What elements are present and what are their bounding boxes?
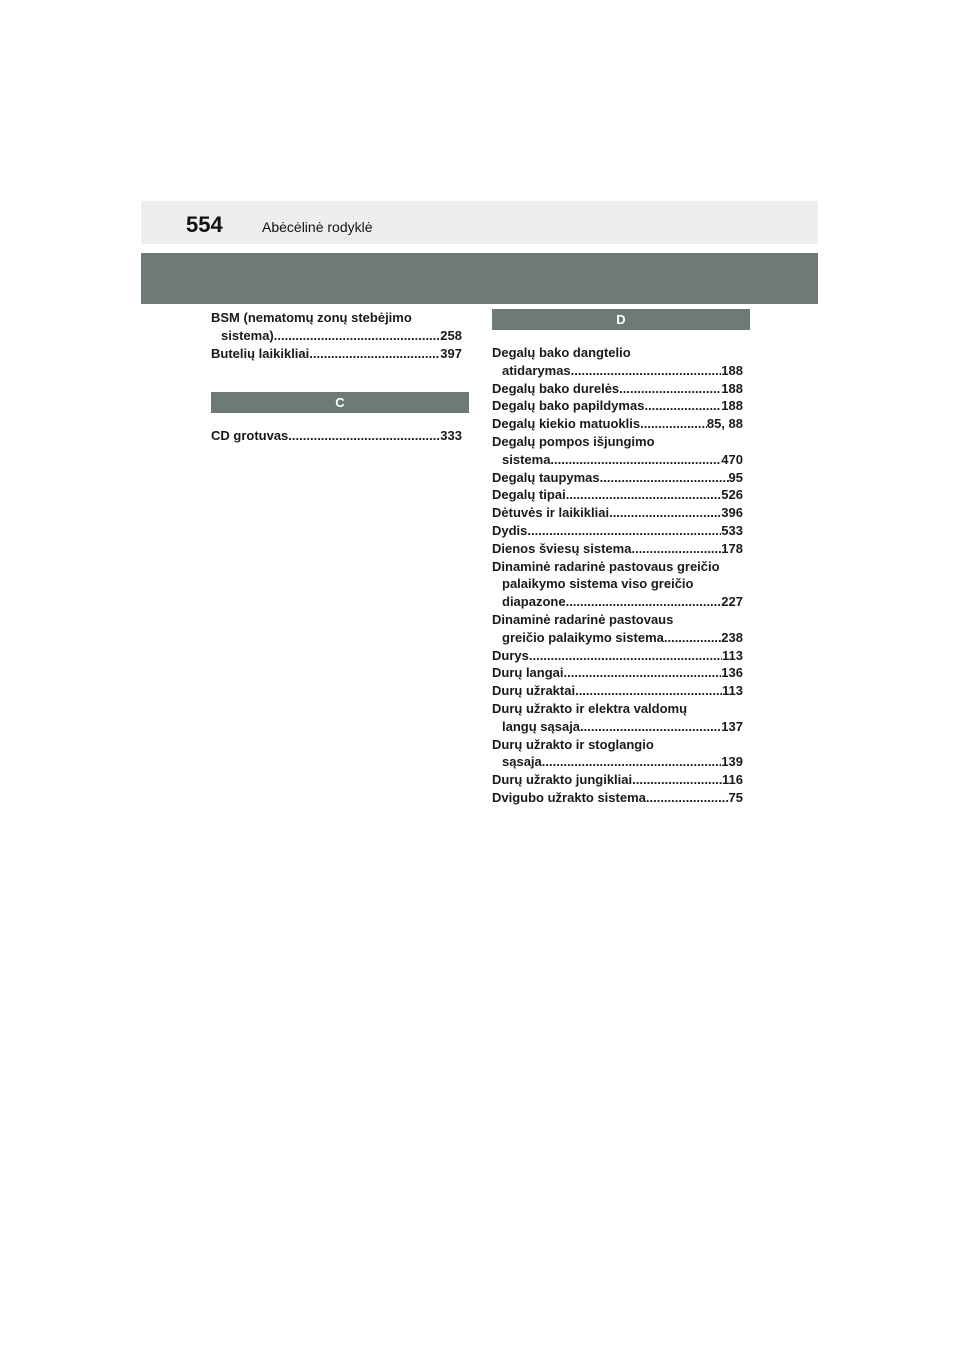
- index-entry-text: diapazone: [502, 594, 566, 610]
- index-entry-text: Degalų bako dangtelio: [492, 345, 631, 360]
- index-page-ref[interactable]: 470: [721, 451, 743, 467]
- index-entry[interactable]: [492, 664, 743, 682]
- index-entry-text: Dinaminė radarinė pastovaus: [492, 611, 674, 627]
- index-entry-text: Dvigubo užrakto sistema: [492, 789, 646, 805]
- dot-leader: [644, 397, 721, 415]
- index-group-c: [211, 427, 462, 445]
- index-entry[interactable]: [492, 558, 743, 611]
- dot-leader: [575, 682, 722, 700]
- index-page-ref[interactable]: 95: [728, 469, 743, 485]
- index-entry-text: Dėtuvės ir laikikliai: [492, 505, 610, 521]
- dot-leader: [566, 486, 722, 504]
- index-entry-text: atidarymas: [502, 362, 571, 378]
- dot-leader: [631, 540, 721, 558]
- dot-leader: [571, 362, 722, 380]
- index-entry-text: Durų užrakto ir stoglangio: [492, 736, 654, 752]
- dot-leader: [619, 380, 721, 398]
- index-entry[interactable]: [492, 415, 743, 433]
- index-entry-text: Degalų taupymas: [492, 469, 600, 485]
- dot-leader: [529, 647, 722, 665]
- index-entry-text: Durys: [492, 647, 529, 663]
- dot-leader: [632, 771, 722, 789]
- index-entry-text: Degalų tipai: [492, 487, 566, 503]
- dot-leader: [288, 427, 440, 445]
- index-page-ref[interactable]: 533: [721, 522, 743, 538]
- index-entry[interactable]: [492, 344, 743, 380]
- index-page-ref[interactable]: 188: [721, 398, 743, 414]
- index-column-right: [492, 309, 743, 807]
- index-entry[interactable]: [492, 611, 743, 647]
- index-entry-text: Durų užrakto jungikliai: [492, 772, 633, 788]
- index-page-ref[interactable]: 227: [721, 594, 743, 610]
- dot-leader: [640, 415, 707, 433]
- index-entry[interactable]: [492, 771, 743, 789]
- index-entry-text: Durų užrakto ir elektra valdomų: [492, 700, 688, 716]
- dot-leader: [550, 451, 721, 469]
- letter-heading-d: D: [492, 309, 750, 330]
- index-entry-text: Degalų pompos išjungimo: [492, 433, 655, 449]
- header-band: [141, 201, 818, 244]
- index-entry-text: sistema: [502, 451, 551, 467]
- index-page-ref[interactable]: 75: [728, 789, 743, 805]
- index-entry[interactable]: [492, 504, 743, 522]
- index-page-ref[interactable]: 396: [721, 505, 743, 521]
- page-number: 554: [186, 212, 223, 237]
- index-entry[interactable]: [492, 486, 743, 504]
- index-column-left: [211, 309, 462, 445]
- index-entry-text: palaikymo sistema viso greičio: [502, 576, 694, 592]
- index-entry[interactable]: [211, 345, 462, 363]
- index-entry-text: sąsaja: [502, 754, 542, 770]
- index-group-d: [492, 344, 743, 807]
- index-entry[interactable]: [492, 397, 743, 415]
- index-group-b: [211, 309, 462, 362]
- index-page-ref[interactable]: 526: [721, 487, 743, 503]
- index-entry[interactable]: [492, 736, 743, 772]
- index-page-ref[interactable]: 139: [721, 754, 743, 770]
- index-page-ref[interactable]: 397: [440, 345, 462, 361]
- index-entry[interactable]: [492, 700, 743, 736]
- index-page-ref[interactable]: 258: [440, 327, 462, 343]
- index-page-ref[interactable]: 113: [722, 683, 743, 699]
- index-entry[interactable]: [492, 789, 743, 807]
- dot-leader: [527, 522, 721, 540]
- index-entry[interactable]: [492, 380, 743, 398]
- dot-leader: [274, 327, 441, 345]
- index-entry-text: Butelių laikikliai: [211, 345, 310, 361]
- index-page-ref[interactable]: 85, 88: [706, 416, 743, 432]
- letter-heading-c: C: [211, 392, 469, 413]
- index-entry-text: Dienos šviesų sistema: [492, 540, 632, 556]
- dot-leader: [609, 504, 721, 522]
- index-entry[interactable]: [492, 682, 743, 700]
- dot-leader: [564, 664, 722, 682]
- index-entry-text: Dinaminė radarinė pastovaus greičio: [492, 558, 720, 574]
- dot-leader: [646, 789, 729, 807]
- index-entry-text: Dydis: [492, 522, 528, 538]
- index-page-ref[interactable]: 238: [721, 629, 743, 645]
- index-page-ref[interactable]: 136: [721, 665, 743, 681]
- index-entry-text: langų sąsaja: [502, 718, 581, 734]
- index-entry[interactable]: [492, 522, 743, 540]
- index-page-ref[interactable]: 178: [721, 540, 743, 556]
- index-entry[interactable]: [492, 647, 743, 665]
- dot-leader: [600, 469, 729, 487]
- dot-leader: [566, 593, 722, 611]
- section-title: Abėcėlinė rodyklė: [262, 219, 373, 235]
- index-page-ref[interactable]: 188: [721, 362, 743, 378]
- dot-leader: [542, 753, 722, 771]
- index-entry-text: Degalų bako durelės: [492, 380, 620, 396]
- index-entry[interactable]: [211, 309, 462, 345]
- index-entry-text: CD grotuvas: [211, 428, 289, 444]
- index-entry-text: BSM (nematomų zonų stebėjimo: [211, 310, 412, 325]
- dot-leader: [664, 629, 721, 647]
- index-entry-text: greičio palaikymo sistema: [502, 629, 664, 645]
- dot-leader: [309, 345, 440, 363]
- index-entry-text: Degalų kiekio matuoklis: [492, 416, 641, 432]
- index-entry[interactable]: [492, 469, 743, 487]
- index-entry-text: sistema): [221, 327, 274, 343]
- index-entry-text: Durų langai: [492, 665, 564, 681]
- index-page-ref[interactable]: 137: [721, 718, 743, 734]
- index-entry[interactable]: [492, 540, 743, 558]
- section-tab-band: [141, 253, 818, 304]
- dot-leader: [580, 718, 721, 736]
- index-page-ref[interactable]: 113: [722, 647, 743, 663]
- index-page-ref[interactable]: 116: [722, 772, 743, 788]
- index-entry-text: Durų užraktai: [492, 683, 576, 699]
- index-entry[interactable]: [211, 427, 462, 445]
- index-entry-text: Degalų bako papildymas: [492, 398, 645, 414]
- index-page-ref[interactable]: 188: [721, 380, 743, 396]
- index-entry[interactable]: [492, 433, 743, 469]
- index-page-ref[interactable]: 333: [440, 428, 462, 444]
